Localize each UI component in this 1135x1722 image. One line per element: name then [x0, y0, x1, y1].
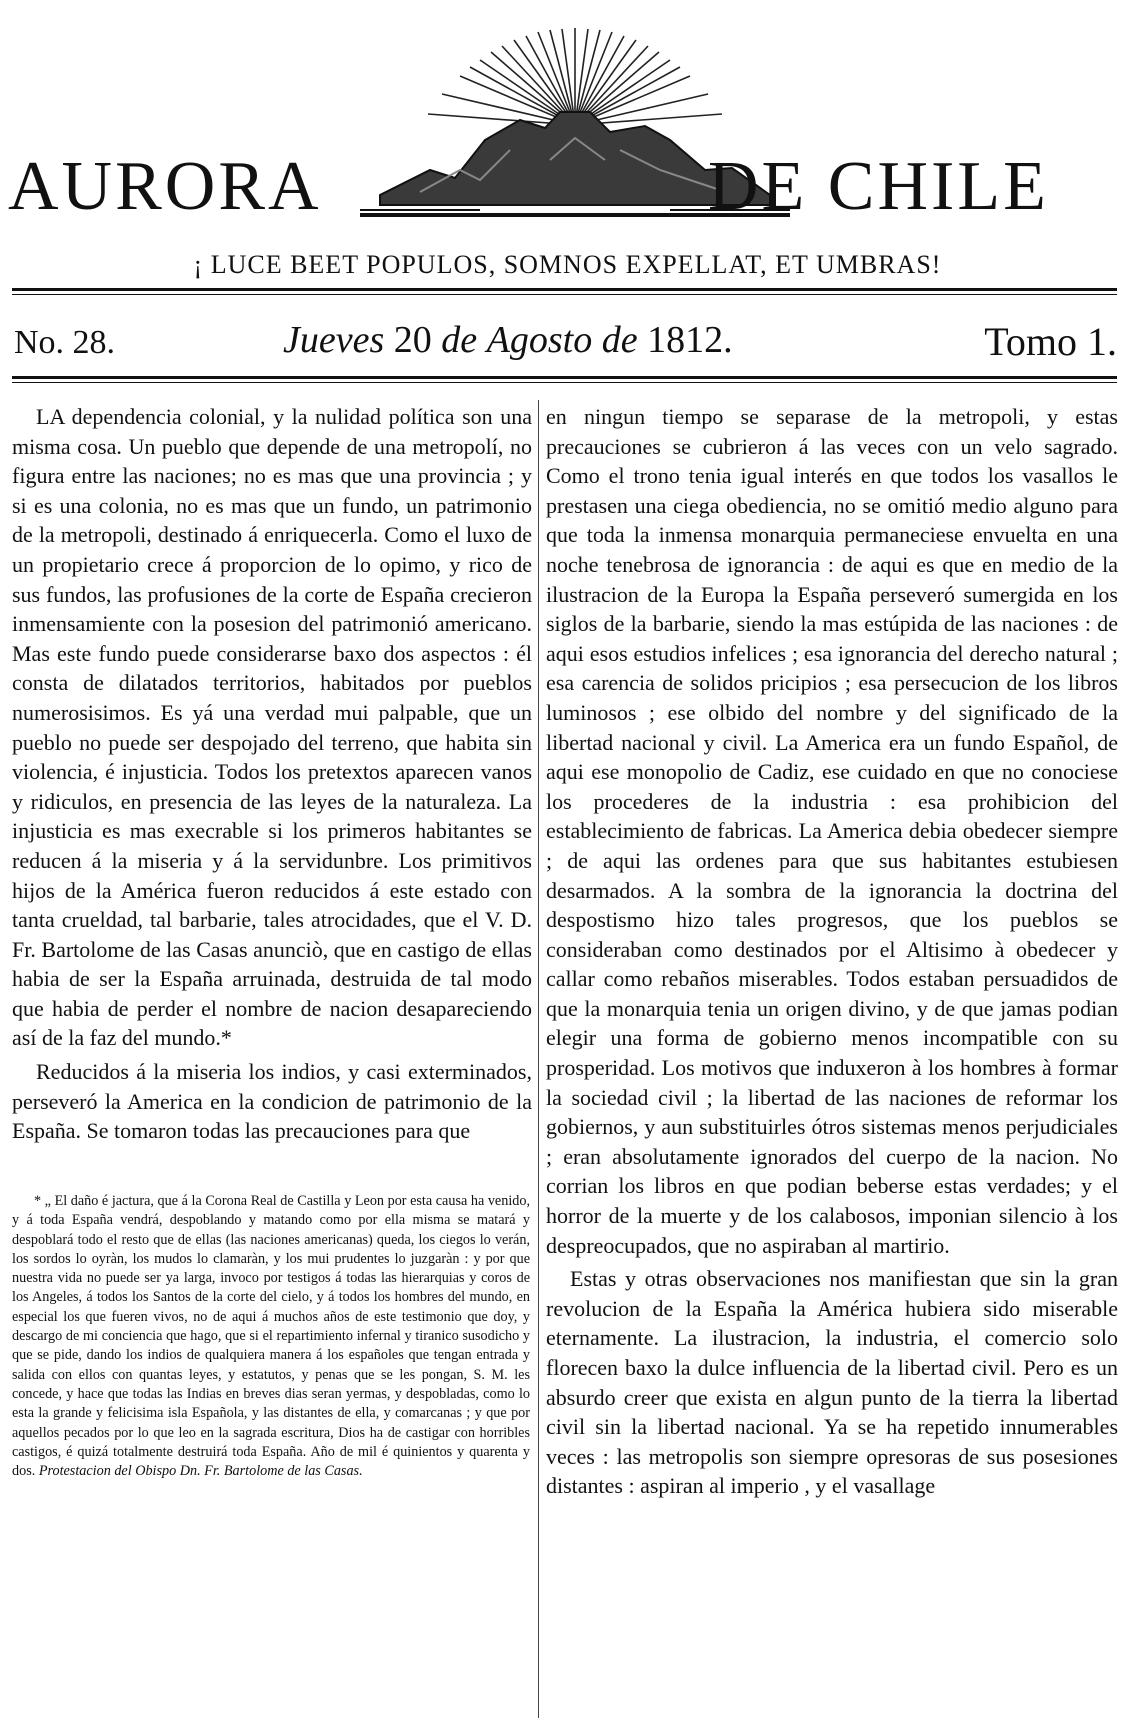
article-paragraph-1: LA dependencia colonial, y la nulidad política son una misma cosa. Un pueblo que depende de una metropolí, no figura entre las naciones; no es mas que una provincia ; y si es una colonia, no es mas que un fundo, un patrimonio de la metropoli, destinado á enriquecerla. Como el luxo de un propietario crece á proporcion de lo opimo, y rico de sus fundos, las profusiones de la corte de España crecieron inmensamiente con la posesion del patrimonió americano. Mas este fundo puede considerarse baxo dos aspectos : él consta de dilatados territorios, habitados por pueblos numerosisimos. Es yá una verdad mui palpable, que un pueblo no puede ser despojado del terreno, que habita sin violencia, é injusticia. Todos los pretextos aparecen vanos y ridiculos, en presencia de las leyes de la naturaleza. La injusticia es mas execrable si los primeros habitantes se reducen á la miseria y á la servidunbre. Los primitivos hijos de la América fueron reducidos á este estado con tanta crueldad, tal barbarie, tales atrocidades, que el V. D. Fr. Bartolome de las Casas anunciò, que en castigo de ellas habia de ser la España arruinada, destruida de tal modo que habia de perder el nombre de nacion desapareciendo así de la faz del mundo.* — [12, 404, 532, 1051]
article-column-left — [12, 402, 532, 1146]
column-divider — [538, 400, 539, 1718]
issue-date-year: 1812. — [647, 319, 733, 361]
article-column-right — [546, 402, 1118, 1501]
issue-date-weekday: Jueves — [283, 319, 385, 361]
issue-date-de-2: de — [601, 319, 638, 361]
footnote-attribution: Protestacion del Obispo Dn. Fr. Bartolome de las Casas. — [38, 1463, 363, 1480]
article-paragraph-2: Reducidos á la miseria los indios, y casi exterminados, perseveró la America en la condicion de patrimonio de la España. Se tomaron todas las precauciones para que — [12, 1059, 532, 1144]
issue-date-month: Agosto — [486, 319, 593, 361]
header-rule-thin — [12, 382, 1117, 383]
article-paragraph-4: Estas y otras observaciones nos manifiestan que sin la gran revolucion de la España la América hubiera sido miserable eternamente. La ilustracion, la industria, el comercio solo florecen baxo la dulce influencia de la libertad civil. Pero es un absurdo creer que exista en algun punto de la tierra la libertad civil sin la libertad nacional. Ya se ha repetido innumerables veces : las metropolis son siempre opresoras de sus posesiones distantes : aspiran al imperio , y el vasallage — [546, 1266, 1118, 1499]
masthead-motto: ¡ LUCE BEET POPULOS, SOMNOS EXPELLAT, ET UMBRAS! — [193, 250, 942, 279]
header-rule — [12, 376, 1117, 379]
footnote — [12, 1192, 530, 1481]
masthead-title-left: AURORA — [8, 148, 322, 225]
masthead-rule-thin — [12, 294, 1117, 295]
issue-date-de-1: de — [441, 319, 478, 361]
article-paragraph-3: en ningun tiempo se separase de la metropoli, y estas precauciones se cubrieron á las veces con un velo sagrado. Como el trono tenia igual interés en que todos los vasallos le prestasen una ciega obediencia, no se omitió medio alguno para que toda la inmensa monarquia permaneciese envuelta en una noche tenebrosa de ignorancia : de aqui es que en medio de la ilustracion de la Europa la España perseveró sumergida en los siglos de la barbarie, siendo la mas estúpida de las naciones : de aqui esos estudios infelices ; esa ignorancia del derecho natural ; esa carencia de solidos pricipios ; esa persecucion de los libros luminosos ; ese olbido del nombre y del significado de la libertad nacional y civil. La America era un fundo Español, de aqui ese monopolio de Cadiz, ese cuidado en que no conociese los procederes de la industria : esa prohibicion del establecimiento de fabricas. La America debia obedecer siempre ; de aqui las ordenes para que sus habitantes estubiesen desarmados. A la sombra de la ignorancia la doctrina del despostismo hizo tales progresos, que los pueblos se consideraban como destinados por el Altisimo à obedecer y callar como rebaños miserables. Todos estaban persuadidos de que la monarquia tenia un origen divino, y de que jamas podian elegir una forma de gobierno menos incompatible con su prosperidad. Los motivos que induxeron à los hombres à formar la sociedad civil ; la libertad de las naciones de reformar los gobiernos, y aun substituirles ótros sistemas menos perjudiciales ; eran absolutamente ignorados del cuerpo de la nacion. No corrian los libros en que podian beberse estas verdades; y el horror de la muerte y de los calabosos, imponian silencio à los despreocupados, que no aspiraban al martirio. — [546, 404, 1118, 1258]
masthead-title-right: DE CHILE — [708, 148, 1049, 225]
footnote-text: * „ El daño é jactura, que á la Corona Real de Castilla y Leon por esta causa ha venido, y á toda España vendrá, despoblando y matando como por ella misma se matará y despoblará todo el resto que de ellas (las naciones americanas) queda, los ciegos lo verán, los sordos lo oyràn, los mudos lo clamaràn, y los mui prudentes lo juzgaràn : y por que nuestra vida no puede ser ya larga, invoco por testigos á todas las hierarquias y coros de los Angeles, á todos los Santos de la corte del cielo, y á todos los hombres del mundo, en especial los que fueren vivos, no de aqui á muchos años de este testimonio que doy, y descargo de mi conciencia que hago, que si el repartimiento infernal y tiranico susodicho y que se pide, dando los indios de qualquiera manera á los españoles que tengan entrada y salida con ellos con quantas leyes, y estatutos, y penas que se les pongan, S. M. les concede, y hace que todas las Indias en breves dias seran yermas, y despobladas, como lo esta la grande y felicisima isla Española, y las distantes de ella, y comarcanas ; y que por aquellos pecados por lo que leo en la sagrada escritura, Dios ha de castigar con horribles castigos, é quizá totalmente destruirá toda España. Año de mil é quinientos y quarenta y dos. — [12, 1193, 530, 1480]
masthead — [0, 0, 1135, 290]
masthead-rule — [12, 288, 1117, 291]
issue-number: No. 28. — [14, 324, 116, 361]
issue-volume: Tomo 1. — [984, 319, 1117, 364]
issue-date — [283, 318, 733, 362]
issue-date-day: 20 — [393, 319, 432, 361]
issue-line — [0, 318, 1135, 368]
